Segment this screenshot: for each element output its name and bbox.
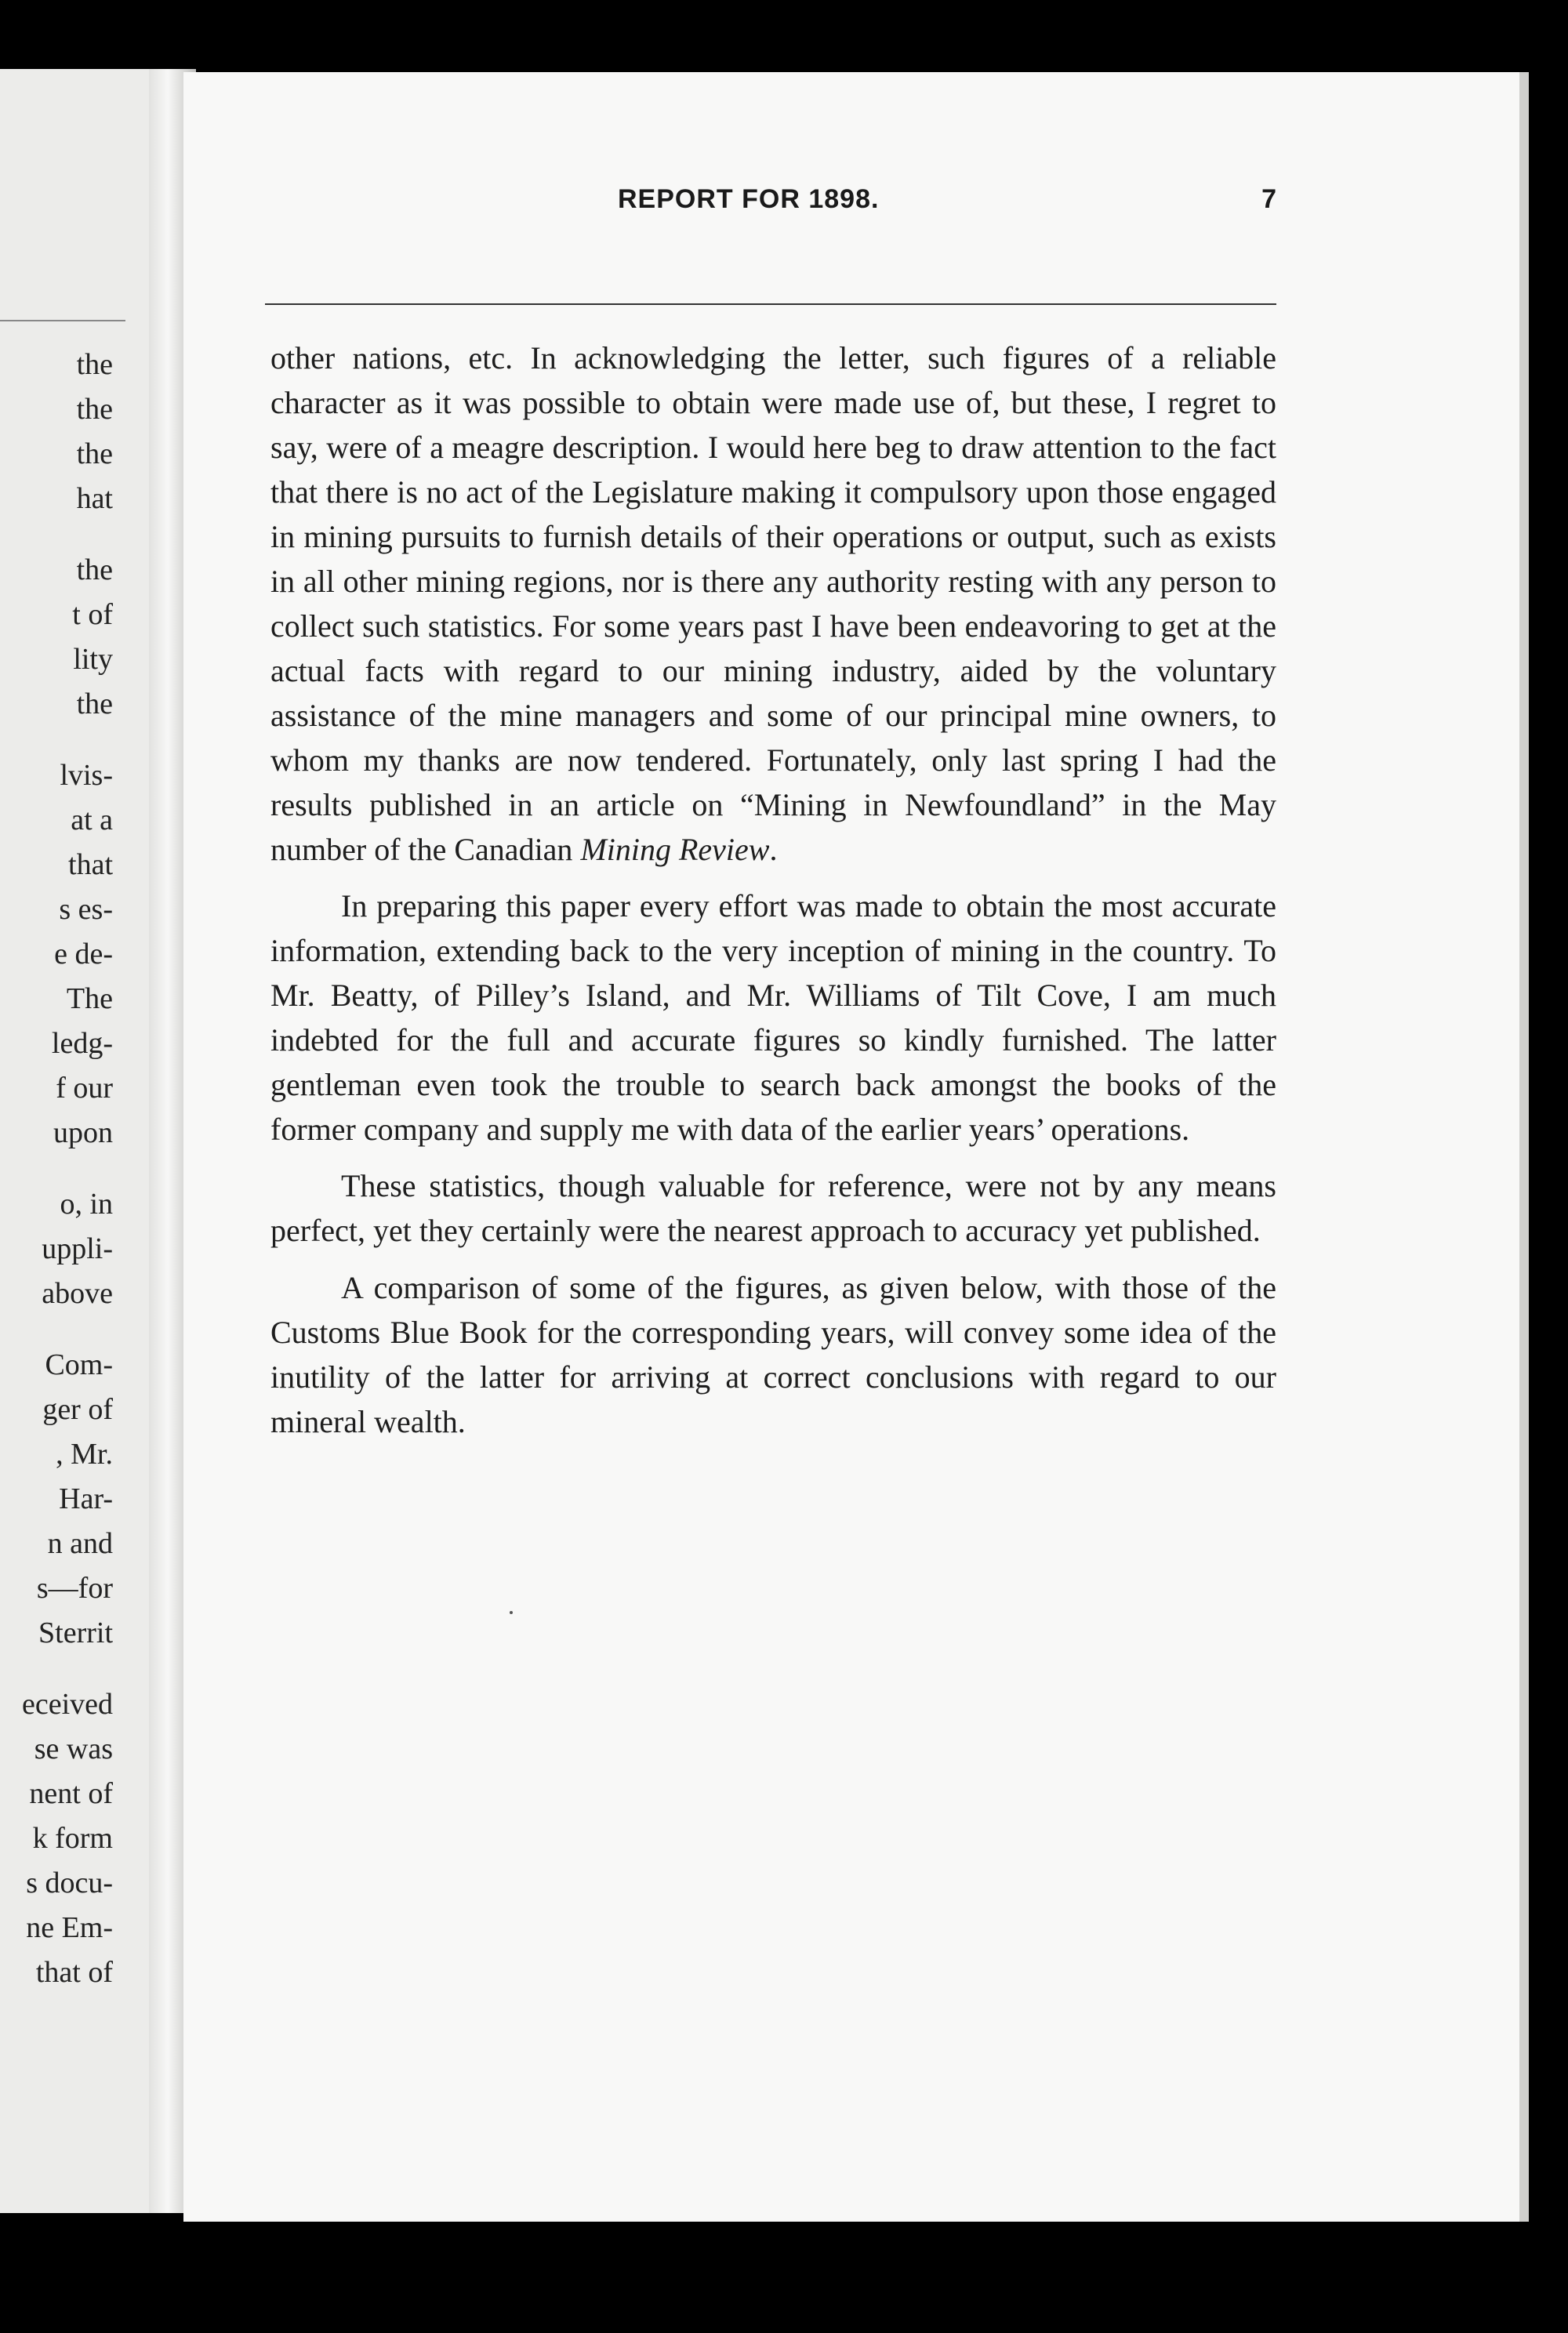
paragraph (270, 1265, 1276, 1444)
magazine-title: Mining Review (580, 832, 770, 867)
left-page-fragment: s es- (59, 893, 113, 926)
left-page-fragment: the (76, 437, 113, 470)
left-page-fragment: f our (56, 1072, 113, 1105)
left-page-fragment: Sterrit (38, 1616, 113, 1649)
paragraph-text: A comparison of some of the figures, as given below, with those of the Customs Blue Book for the corresponding years, will convey some idea of the inutility of the latter for arriving at correct conclusions with regard to our mineral wealth. (270, 1270, 1276, 1439)
left-page-fragment: the (76, 393, 113, 426)
header-rule (265, 303, 1276, 305)
left-page-fragment: ledg- (51, 1027, 113, 1060)
left-page-fragment: at a (71, 804, 113, 836)
running-title: REPORT FOR 1898. (618, 184, 880, 214)
left-page-fragment: that (68, 848, 113, 881)
left-page-fragment: t of (72, 598, 113, 631)
left-page-fragment: se was (34, 1733, 113, 1765)
left-page-fragment: o, in (60, 1188, 113, 1221)
body-text (270, 336, 1276, 1456)
left-page-rule (0, 320, 125, 321)
left-page-fragment: above (42, 1277, 113, 1310)
left-page-fragment: the (76, 553, 113, 586)
left-page-fragment: Com- (45, 1348, 113, 1381)
left-page-fragment: lvis- (60, 759, 113, 792)
paragraph (270, 883, 1276, 1152)
left-page-fragment: ger of (42, 1393, 113, 1426)
left-page-fragment: nent of (29, 1777, 113, 1810)
left-page-fragment: hat (76, 482, 113, 515)
paragraph (270, 1163, 1276, 1253)
left-page-fragment: upon (53, 1116, 113, 1149)
paper-speck (510, 1611, 513, 1614)
left-page-fragment: eceived (21, 1688, 113, 1721)
page-number: 7 (1261, 184, 1276, 214)
left-page-fragment: lity (73, 643, 113, 676)
left-page-fragment: ne Em- (26, 1911, 113, 1944)
paragraph-text: In preparing this paper every effort was made to obtain the most accurate information, extending back to the very inception of mining in the country. To Mr. Beatty, of Pilley’s Island, and Mr. Williams of Tilt Cove, I am much indebted for the full and accurate figures so kindly furnished. The latter gentleman even took the trouble to search back amongst the books of the former company and supply me with data of the earlier years’ operations. (270, 888, 1276, 1147)
paragraph-text: other nations, etc. In acknowledging the letter, such figures of a reliable character as it was possible to obtain were made use of, but these, I regret to say, were of a meagre description. I would here beg to draw attention to the fact that there is no act of the Legislature making it compulsory upon those engaged in mining pursuits to furnish details of their operations or output, such as exists in all other mining regions, nor is there any authority resting with any person to collect such statistics. For some years past I have been endeavoring to get at the actual facts with regard to our mining industry, aided by the voluntary assistance of the mine managers and some of our principal mine owners, to whom my thanks are now tendered. Fortunately, only last spring I had the results published in an article on “Mining in Newfoundland” in the May number of the Canadian (270, 340, 1276, 867)
left-page-fragment: e de- (54, 938, 113, 971)
left-page-fragment: that of (35, 1956, 113, 1989)
paragraph-text-end: . (769, 832, 778, 867)
left-page-fragment: Har- (59, 1482, 113, 1515)
left-page-fragment: s docu- (26, 1867, 113, 1899)
left-page-fragment: , Mr. (56, 1438, 113, 1471)
left-page-fragment: the (76, 688, 113, 720)
left-page-fragment: n and (47, 1527, 113, 1560)
running-head (265, 184, 1276, 231)
left-page-fragment: uppli- (42, 1232, 113, 1265)
paragraph (270, 336, 1276, 872)
left-page-fragment: The (66, 982, 113, 1015)
page-edge-shadow (1519, 72, 1529, 2222)
left-page-fragment: the (76, 348, 113, 381)
left-page-fragment: k form (32, 1822, 113, 1855)
paragraph-text: These statistics, though valuable for reference, were not by any means perfect, yet they certainly were the nearest approach to accuracy yet published. (270, 1168, 1276, 1248)
left-page-fragment: s—for (36, 1572, 113, 1605)
